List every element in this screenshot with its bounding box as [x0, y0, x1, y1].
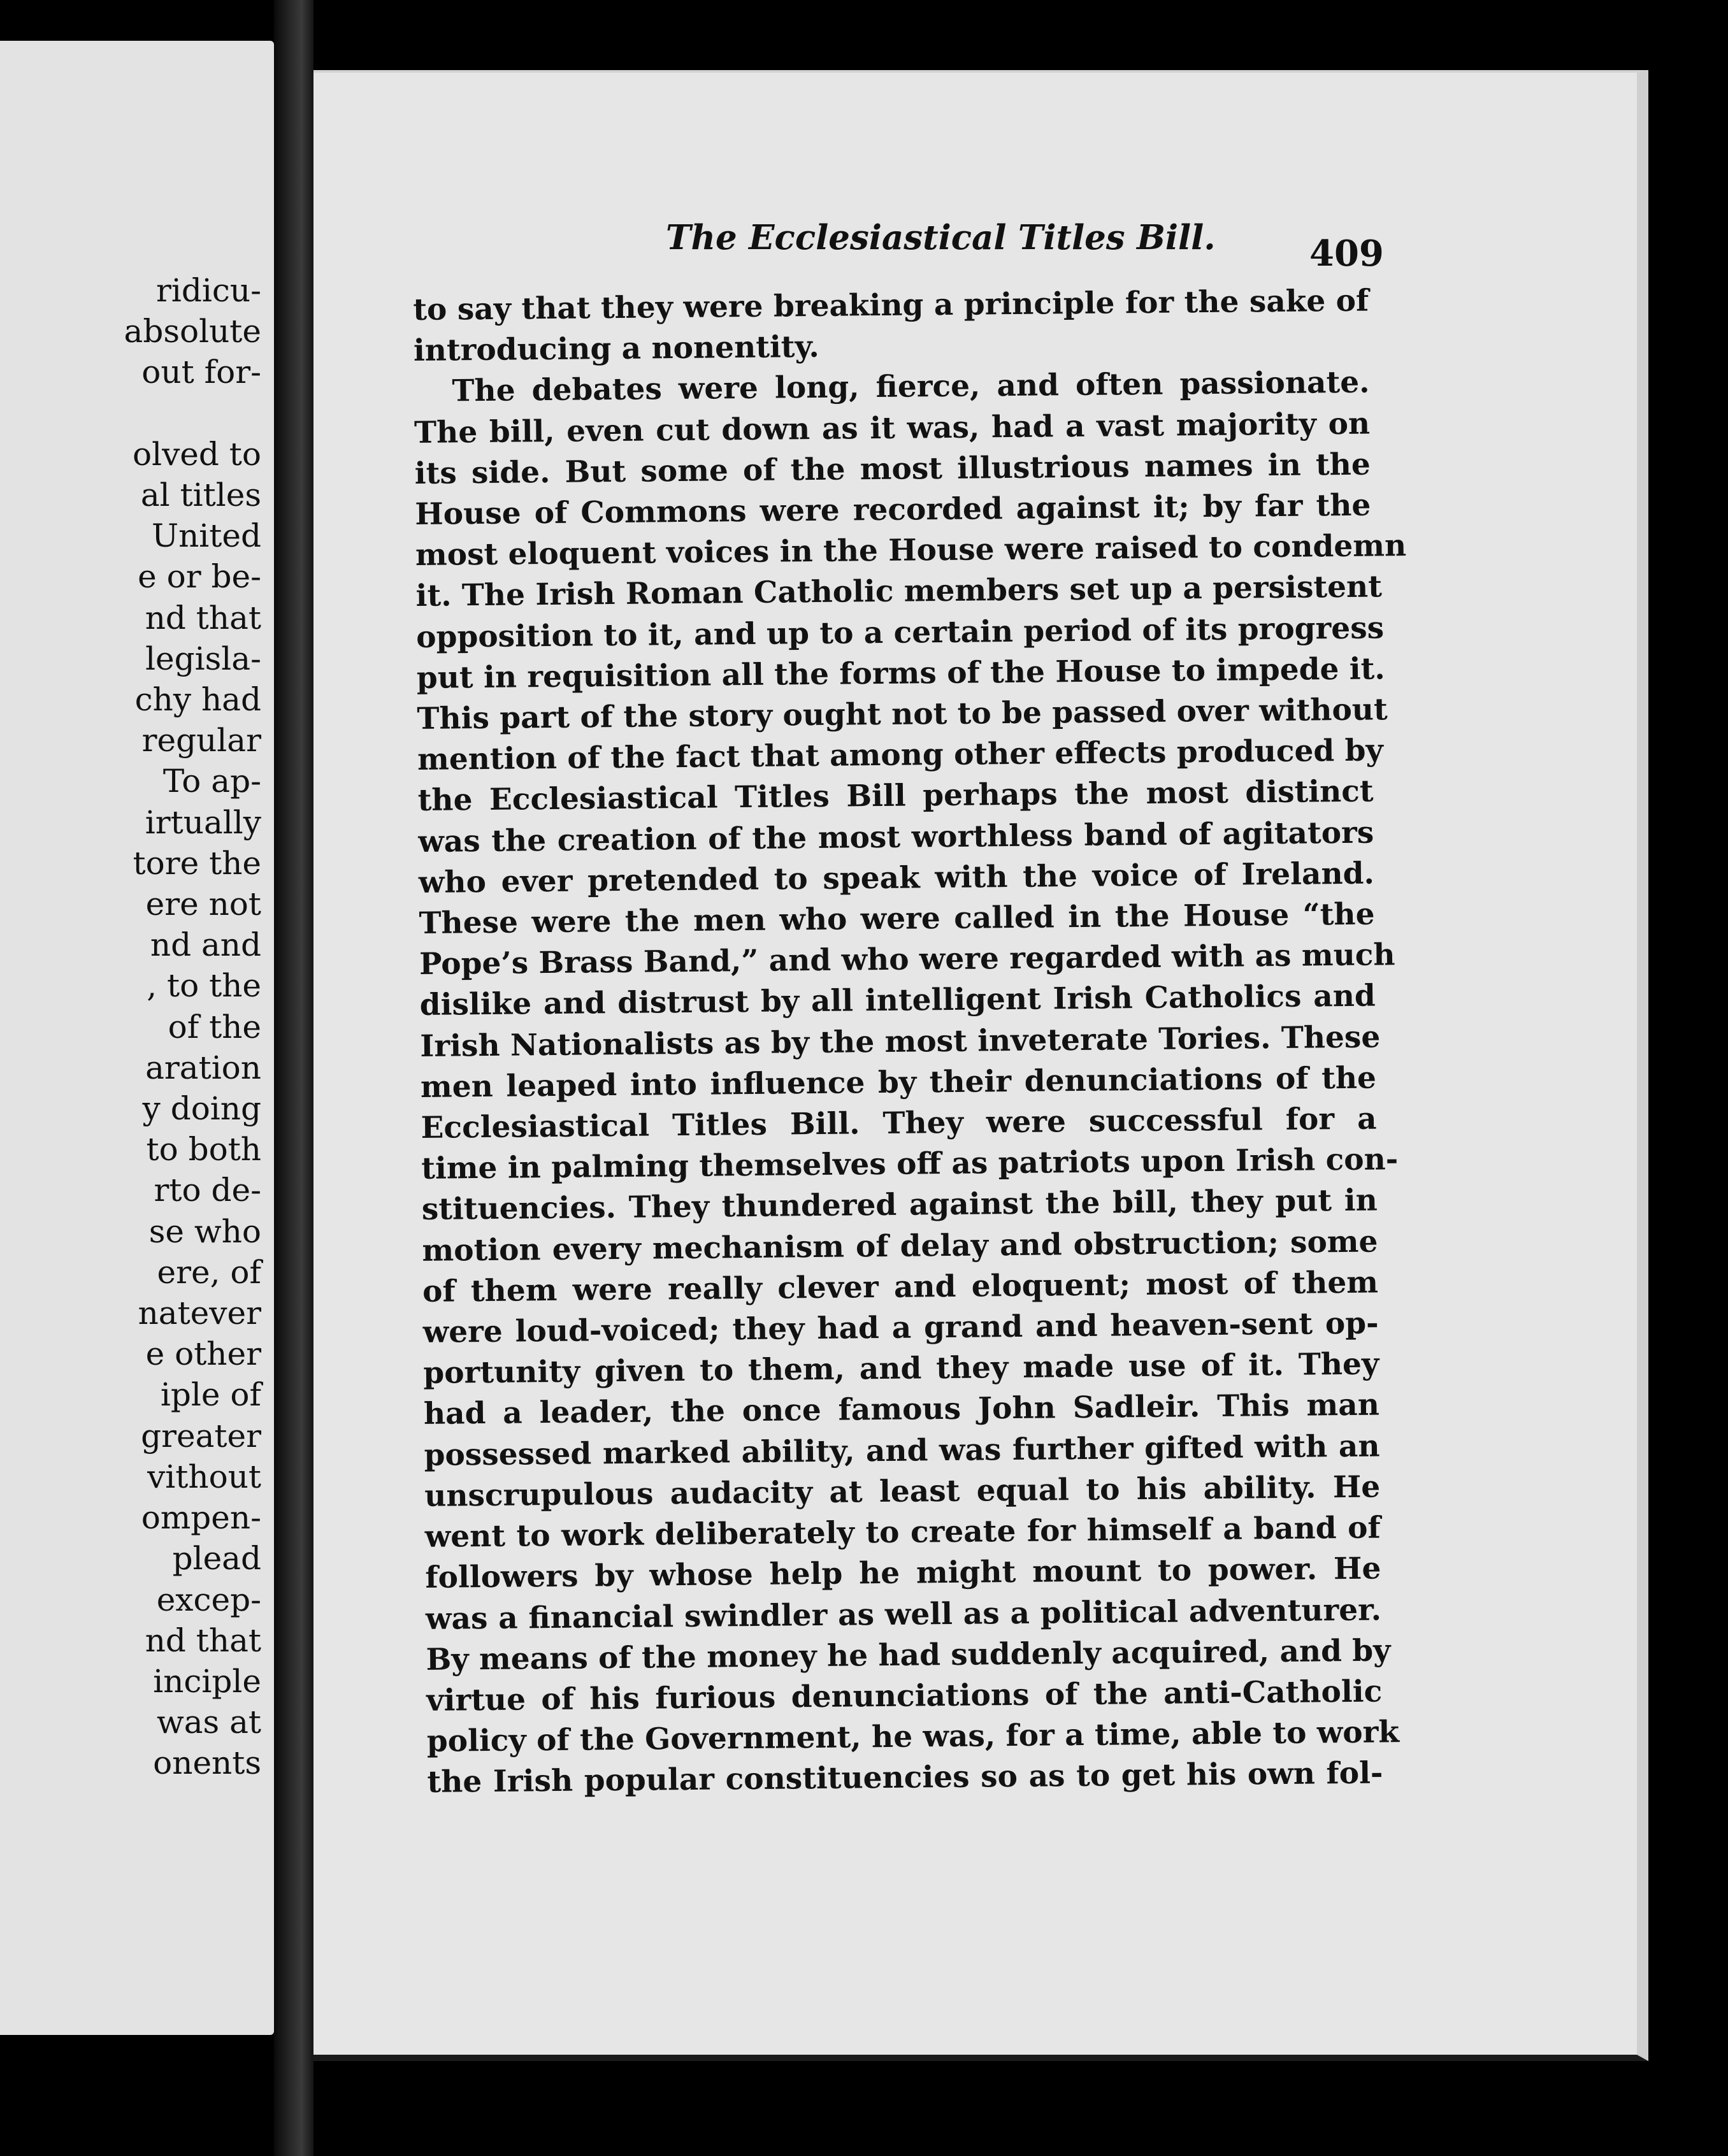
left-page-line: United — [151, 517, 261, 555]
left-page-line: aration — [145, 1049, 261, 1086]
text-line: House of Commons were recorded against it; by far the — [415, 487, 1371, 532]
left-page-line: onents — [153, 1744, 261, 1782]
text-line: had a leader, the once famous John Sadleir. This man — [423, 1388, 1380, 1432]
left-page-line: greater — [141, 1417, 261, 1455]
text-line: virtue of his furious denunciations of the anti-Catholic — [426, 1674, 1383, 1718]
left-page-line: rto de- — [154, 1172, 261, 1209]
left-page-line: se who — [148, 1212, 261, 1250]
text-line: Pope’s Brass Band,” and who were regarded with as much — [419, 937, 1395, 982]
text-line: The debates were long, fierce, and often passionate. — [452, 365, 1370, 409]
text-line: men leaped into influence by their denunciations of the — [420, 1060, 1377, 1105]
left-page-line: nd that — [145, 599, 261, 636]
text-line: its side. But some of the most illustrious names in the — [414, 447, 1371, 491]
left-page-line: regular — [141, 722, 261, 759]
text-line: dislike and distrust by all intelligent Irish Catholics and — [419, 979, 1376, 1023]
left-page-line: natever — [138, 1295, 261, 1332]
left-page-text — [13, 270, 274, 1784]
left-page-line: ere not — [145, 886, 261, 923]
left-page-line: out for- — [141, 354, 261, 391]
body-text — [413, 281, 1407, 1804]
text-line: possessed marked ability, and was further gifted with an — [424, 1428, 1380, 1473]
text-line: policy of the Government, he was, for a time, able to work — [426, 1714, 1400, 1760]
text-line: opposition to it, and up to a certain period of its progress — [415, 610, 1385, 655]
left-page-line — [13, 393, 274, 434]
left-page-line: al titles — [140, 477, 261, 514]
text-line: unscrupulous audacity at least equal to his ability. He — [424, 1469, 1381, 1514]
text-line: was the creation of the most worthless band of agitators — [418, 815, 1374, 859]
left-page-line: To ap- — [162, 763, 261, 800]
left-page-line: excep- — [156, 1581, 261, 1618]
left-page-line: plead — [172, 1540, 261, 1577]
left-page-line: nd that — [145, 1621, 261, 1659]
running-head: The Ecclesiastical Titles Bill. — [666, 218, 1216, 257]
text-line: By means of the money he had suddenly acquired, and by — [426, 1633, 1391, 1678]
book-binding-gutter — [274, 0, 313, 2156]
left-page-line: iple of — [160, 1376, 261, 1414]
left-page — [0, 41, 274, 2035]
text-line: of them were really clever and eloquent; most of them — [422, 1265, 1379, 1309]
left-page-line: vithout — [147, 1458, 261, 1495]
text-line: the Ecclesiastical Titles Bill perhaps the most distinct — [417, 774, 1374, 819]
text-line: it. The Irish Roman Catholic members set up a persistent — [415, 569, 1383, 614]
left-page-line: e other — [145, 1335, 261, 1373]
left-page-line: , to the — [147, 967, 261, 1005]
text-line: were loud-voiced; they had a grand and heaven-sent op- — [422, 1305, 1379, 1351]
text-line: followers by whose help he might mount to power. He — [425, 1551, 1381, 1596]
left-page-line: chy had — [134, 681, 261, 719]
left-page-line: ridicu- — [156, 272, 261, 309]
text-line: introducing a nonentity. — [413, 329, 820, 369]
text-line: put in requisition all the forms of the House to impede it. — [416, 651, 1385, 696]
text-line: portunity given to them, and they made use of it. They — [423, 1346, 1379, 1391]
text-line: who ever pretended to speak with the voice of Ireland. — [418, 856, 1375, 900]
left-page-line: inciple — [153, 1662, 261, 1700]
left-page-line: absolute — [124, 313, 261, 350]
left-page-line: e or be- — [138, 558, 261, 596]
text-line: The bill, even cut down as it was, had a vast majority on — [414, 406, 1371, 450]
left-page-line: to both — [146, 1131, 261, 1168]
page-number: 409 — [1309, 233, 1384, 275]
text-line: motion every mechanism of delay and obstruction; some — [422, 1224, 1378, 1268]
left-page-line: olved to — [132, 435, 261, 473]
left-page-line: ere, of — [157, 1253, 261, 1291]
text-line: These were the men who were called in the House “the — [419, 896, 1375, 941]
left-page-line: ompen- — [141, 1499, 261, 1537]
text-line: Ecclesiastical Titles Bill. They were successful for a — [421, 1101, 1377, 1146]
text-line: to say that they were breaking a principle for the sake of — [413, 283, 1369, 327]
text-line: This part of the story ought not to be passed over without — [417, 692, 1388, 737]
left-page-line: legisla- — [145, 640, 261, 677]
left-page-line: tore the — [133, 844, 261, 882]
text-line: time in palming themselves off as patriots upon Irish con- — [421, 1142, 1399, 1187]
text-line: mention of the fact that among other effects produced by — [417, 733, 1384, 778]
text-line: Irish Nationalists as by the most inveterate Tories. These — [420, 1019, 1381, 1064]
text-line: went to work deliberately to create for himself a band of — [424, 1510, 1381, 1555]
text-line: the Irish popular constituencies so as to get his own fol- — [427, 1755, 1383, 1800]
left-page-line: was at — [156, 1704, 261, 1741]
left-page-line: y doing — [142, 1090, 261, 1128]
left-page-line: nd and — [150, 926, 261, 964]
text-line: most eloquent voices in the House were raised to condemn — [415, 528, 1407, 573]
text-line: was a financial swindler as well as a political adventurer. — [425, 1592, 1382, 1637]
left-page-line: irtually — [145, 803, 261, 841]
text-line: stituencies. They thundered against the bill, they put in — [421, 1183, 1378, 1228]
left-page-line: of the — [168, 1008, 261, 1046]
